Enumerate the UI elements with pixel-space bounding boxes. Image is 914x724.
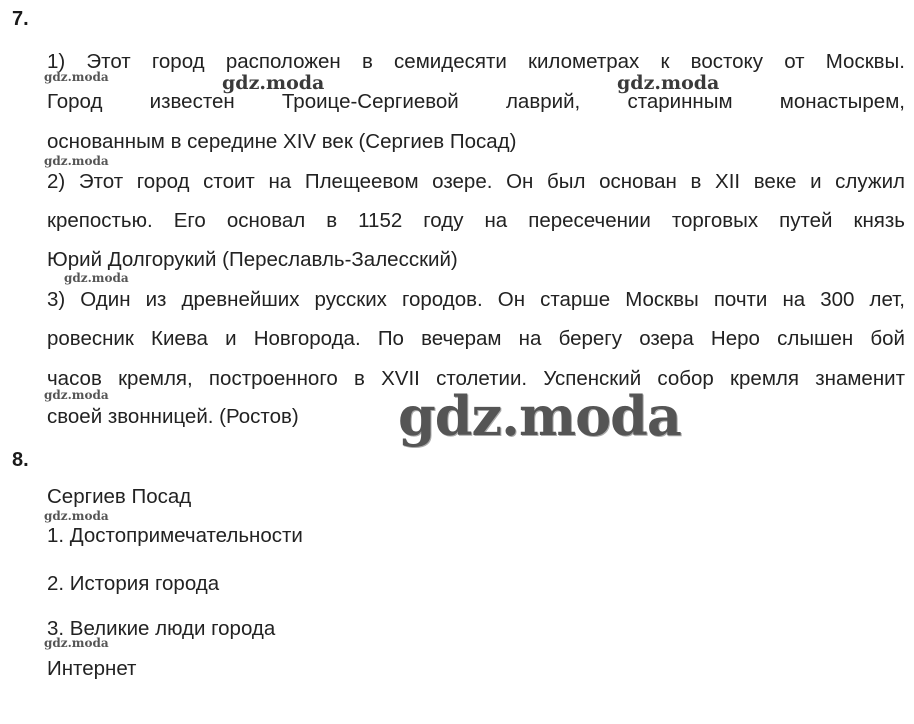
watermark: gdz.moda xyxy=(44,70,109,84)
text-line: крепостью. Его основал в 1152 году на пересечении торговых путей князь xyxy=(47,209,905,232)
text-line: своей звонницей. (Ростов) xyxy=(47,405,299,428)
watermark: gdz.moda xyxy=(44,154,109,168)
plan-item: 2. История города xyxy=(47,572,220,595)
task-number-7: 7. xyxy=(12,8,29,30)
plan-source: Интернет xyxy=(47,657,137,680)
watermark: gdz.moda xyxy=(398,384,681,448)
watermark: gdz.moda xyxy=(44,509,109,523)
text-line: 2) Этот город стоит на Плещеевом озере. Он был основан в XII веке и служил xyxy=(47,170,905,193)
watermark: gdz.moda xyxy=(617,72,720,94)
plan-item: 1. Достопримечательности xyxy=(47,524,303,547)
watermark: gdz.moda xyxy=(44,388,109,402)
plan-title: Сергиев Посад xyxy=(47,485,192,508)
text-line: основанным в середине XIV век (Сергиев Посад) xyxy=(47,130,517,153)
text-line: 3) Один из древнейших русских городов. Он старше Москвы почти на 300 лет, xyxy=(47,288,905,311)
watermark: gdz.moda xyxy=(64,271,129,285)
watermark: gdz.moda xyxy=(44,636,109,650)
plan-item: 3. Великие люди города xyxy=(47,617,276,640)
text-line: ровесник Киева и Новгорода. По вечерам на берегу озера Неро слышен бой xyxy=(47,327,905,350)
task-number-8: 8. xyxy=(12,449,29,471)
text-line: Юрий Долгорукий (Переславль-Залесский) xyxy=(47,248,458,271)
watermark: gdz.moda xyxy=(222,72,325,94)
text-line: часов кремля, построенного в XVII столетии. Успенский собор кремля знаменит xyxy=(47,367,905,390)
text-line: Город известен Троице-Сергиевой лаврий, старинным монастырем, xyxy=(47,90,905,113)
text-line: 1) Этот город расположен в семидесяти километрах к востоку от Москвы. xyxy=(47,50,905,73)
